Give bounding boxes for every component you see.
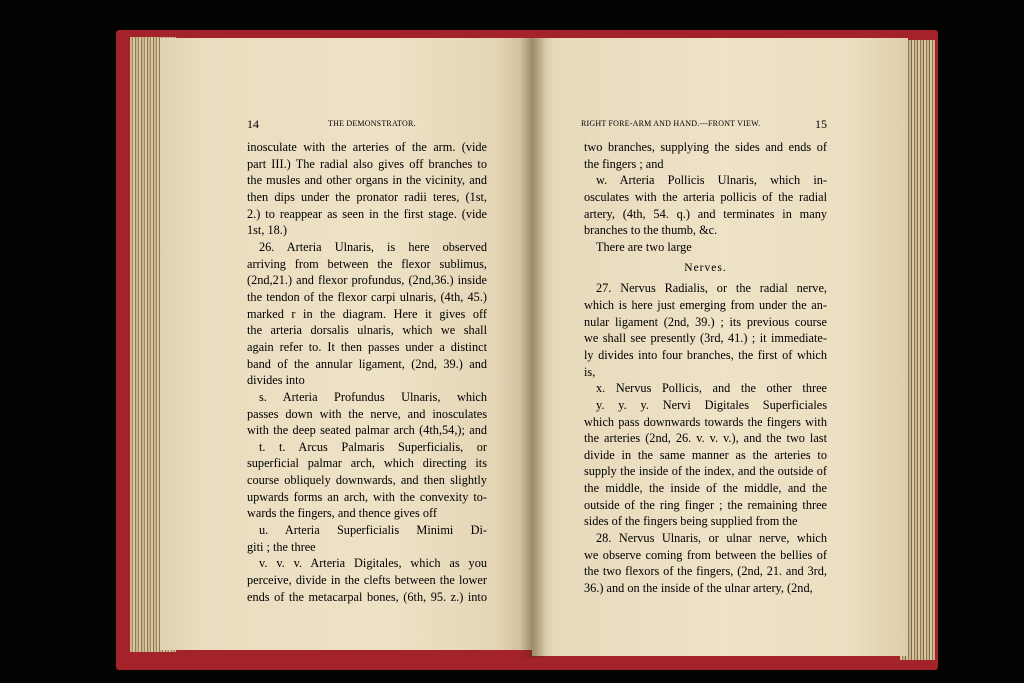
text-line: we shall see presently (3rd, 41.) ; it immediate- — [584, 331, 827, 346]
text-line: marked r in the diagram. Here it gives off — [247, 306, 487, 321]
text-line: sides of the fingers being supplied from the — [584, 514, 798, 529]
text-line: artery, (4th, 54. q.) and terminates in many — [584, 206, 827, 221]
text-line: the arteria dorsalis ulnaris, which we shall — [247, 323, 487, 338]
text-line: ends of the metacarpal bones, (6th, 95. z.) into — [247, 589, 487, 604]
text-line: y. y. y. Nervi Digitales Superficiales — [596, 397, 827, 412]
text-line: t. t. Arcus Palmaris Superficialis, or — [259, 439, 487, 454]
text-line: 2.) to reappear as seen in the first stage. (vide — [247, 206, 487, 221]
text-line: There are two large — [596, 239, 692, 254]
text-line: is, — [584, 364, 596, 379]
text-line: 1st, 18.) — [247, 223, 287, 238]
text-line: supply the inside of the index, and the outside of — [584, 464, 827, 479]
text-line: two branches, supplying the sides and ends of — [584, 140, 827, 154]
text-line: superficial palmar arch, which directing its — [247, 456, 487, 471]
text-line: giti ; the three — [247, 539, 316, 554]
text-line: upwards forms an arch, with the convexity to- — [247, 489, 487, 504]
text-line: the musles and other organs in the vicinity, and — [247, 173, 487, 188]
text-line: osculates with the arteria pollicis of the radial — [584, 189, 827, 204]
text-line: arriving from between the flexor sublimus, — [247, 256, 487, 271]
text-line: x. Nervus Pollicis, and the other three — [596, 381, 827, 396]
section-heading-nerves: Nerves. — [684, 261, 727, 274]
text-line: the tendon of the flexor carpi ulnaris, (4th, 45.) — [247, 289, 487, 304]
text-line: ly divides into four branches, the first of which — [584, 347, 827, 362]
text-line: outside of the ring finger ; the remaining three — [584, 497, 827, 512]
text-line: the arteries (2nd, 26. v. v. v.), and the two last — [584, 431, 827, 446]
text-line: with the deep seated palmar arch (4th,54,); and — [247, 423, 487, 438]
text-line: the middle, the inside of the middle, and the — [584, 481, 827, 496]
left-page-text — [247, 139, 487, 605]
text-line: u. Arteria Superficialis Minimi Di- — [259, 523, 487, 538]
right-page-number: 15 — [815, 117, 827, 131]
text-line: passes down with the nerve, and inosculates — [247, 406, 487, 421]
text-line: 36.) and on the inside of the ulnar artery, (2nd, — [584, 581, 813, 596]
text-line: again refer to. It then passes under a distinct — [247, 339, 487, 354]
text-line: band of the annular ligament, (2nd, 39.) and — [247, 356, 487, 371]
text-line: which pass downwards towards the fingers with — [584, 414, 827, 429]
text-line: we observe coming from between the bellies of — [584, 547, 827, 562]
text-line: which is here just emerging from under the an- — [584, 297, 827, 312]
text-line: the fingers ; and — [584, 156, 664, 171]
text-line: perceive, divide in the clefts between the lower — [247, 573, 487, 588]
text-line: v. v. v. Arteria Digitales, which as you — [259, 556, 487, 571]
text-line: s. Arteria Profundus Ulnaris, which — [259, 389, 487, 404]
text-line: inosculate with the arteries of the arm. (vide — [247, 140, 487, 154]
text-line: 27. Nervus Radialis, or the radial nerve, — [596, 281, 827, 296]
text-line: divide in the same manner as the arteries to — [584, 447, 827, 462]
text-line: branches to the thumb, &c. — [584, 223, 718, 238]
text-line: (2nd,21.) and flexor profundus, (2nd,36.) inside — [247, 273, 487, 288]
text-line: w. Arteria Pollicis Ulnaris, which in- — [596, 173, 827, 188]
text-line: the two flexors of the fingers, (2nd, 21. and 3rd, — [584, 564, 827, 579]
left-page-number: 14 — [247, 117, 259, 131]
text-line: then dips under the pronator radii teres, (1st, — [247, 189, 487, 204]
text-line: 26. Arteria Ulnaris, is here observed — [259, 239, 487, 254]
text-line: wards the fingers, and thence gives off — [247, 506, 437, 521]
text-line: divides into — [247, 373, 305, 388]
text-line: course obliquely downwards, and then slightly — [247, 473, 487, 488]
right-page-text — [584, 139, 827, 597]
text-line: 28. Nervus Ulnaris, or ulnar nerve, which — [596, 531, 827, 546]
right-running-head: RIGHT FORE-ARM AND HAND.---FRONT VIEW. — [581, 119, 761, 128]
text-line: nular ligament (2nd, 39.) ; its previous course — [584, 314, 827, 329]
text-line: part III.) The radial also gives off branches to — [247, 156, 487, 171]
left-running-head: THE DEMONSTRATOR. — [328, 119, 416, 128]
book-gutter — [520, 38, 546, 658]
